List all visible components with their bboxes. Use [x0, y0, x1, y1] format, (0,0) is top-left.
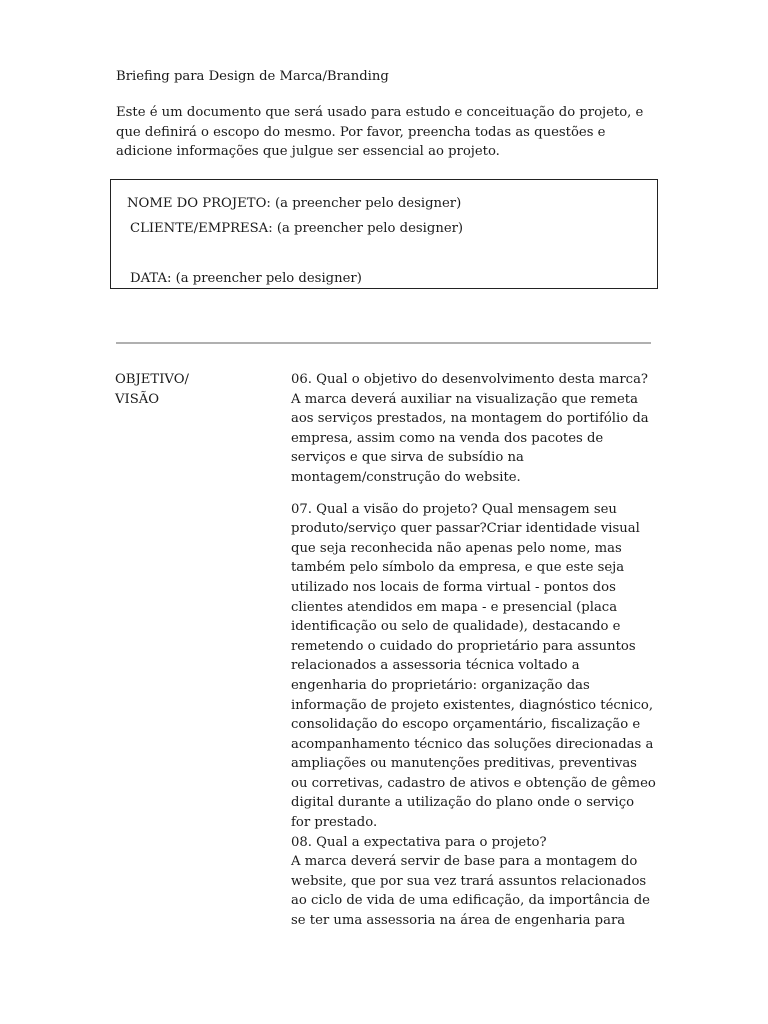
answer-line: também pelo símbolo da empresa, e que este seja: [291, 560, 625, 576]
question-line: 08. Qual a expectativa para o projeto?: [291, 834, 547, 850]
paragraph-gap: [291, 488, 661, 500]
answer-line: ao ciclo de vida de uma edificação, da importância de: [291, 893, 650, 909]
project-name-field: NOME DO PROJETO: (a preencher pelo designer): [127, 196, 462, 211]
answer-line: digital durante a utilização do plano onde o serviço: [291, 795, 635, 811]
section-divider: [116, 342, 651, 344]
intro-line: adicione informações que julgue ser essencial ao projeto.: [116, 144, 500, 160]
intro-line: Este é um documento que será usado para estudo e conceituação do projeto, e: [116, 105, 644, 120]
question-line: 07. Qual a visão do projeto? Qual mensagem seu: [291, 501, 617, 517]
answer-line: acompanhamento técnico das soluções direcionadas a: [291, 736, 654, 752]
answer-line: consolidação do escopo orçamentário, fiscalização e: [291, 717, 641, 733]
answer-line: A marca deverá servir de base para a montagem do: [291, 854, 638, 870]
question-06: [291, 370, 661, 488]
questions-column: [291, 370, 661, 931]
answer-line: se ter uma assessoria na área de engenharia para: [291, 913, 626, 929]
date-field: DATA: (a preencher pelo designer): [130, 271, 362, 286]
answer-line: empresa, assim como na venda dos pacotes de: [291, 430, 604, 446]
question-line: 06. Qual o objetivo do desenvolvimento desta marca?: [291, 372, 648, 387]
answer-line: serviços e que sirva de subsídio na: [291, 450, 524, 466]
answer-line: ampliações ou manutenções preditivas, preventivas: [291, 756, 637, 772]
answer-line: relacionados a assessoria técnica voltado a: [291, 658, 580, 674]
answer-line: montagem/construção do website.: [291, 469, 521, 485]
answer-line: remetendo o cuidado do proprietário para assuntos: [291, 638, 636, 654]
answer-line: ou corretivas, cadastro de ativos e obtenção de gêmeo: [291, 775, 656, 791]
answer-line: clientes atendidos em mapa - e presencial (placa: [291, 599, 618, 615]
answer-line: que seja reconhecida não apenas pelo nome, mas: [291, 540, 622, 556]
answer-line: utilizado nos locais de forma virtual - pontos dos: [291, 579, 616, 595]
intro-line: que definirá o escopo do mesmo. Por favor, preencha todas as questões e: [116, 124, 606, 140]
project-info-box: [110, 179, 658, 289]
answer-line: for prestado.: [291, 815, 378, 831]
answer-line: A marca deverá auxiliar na visualização que remeta: [291, 391, 638, 407]
document-title: Briefing para Design de Marca/Branding: [116, 69, 389, 84]
answer-line: aos serviços prestados, na montagem do portifólio da: [291, 411, 649, 427]
section-label: [115, 370, 265, 409]
answer-line: identificação ou selo de qualidade), destacando e: [291, 619, 621, 635]
client-company-field: CLIENTE/EMPRESA: (a preencher pelo designer): [130, 221, 464, 236]
section-label-line: OBJETIVO/: [115, 372, 189, 387]
answer-line: website, que por sua vez trará assuntos relacionados: [291, 873, 647, 889]
answer-line: engenharia do proprietário: organização das: [291, 677, 590, 693]
answer-line: produto/serviço quer passar?Criar identidade visual: [291, 521, 640, 537]
question-07: [291, 500, 661, 833]
intro-paragraph: [116, 103, 656, 162]
answer-line: informação de projeto existentes, diagnóstico técnico,: [291, 697, 654, 713]
question-08: [291, 833, 661, 931]
section-label-line: VISÃO: [115, 391, 160, 407]
